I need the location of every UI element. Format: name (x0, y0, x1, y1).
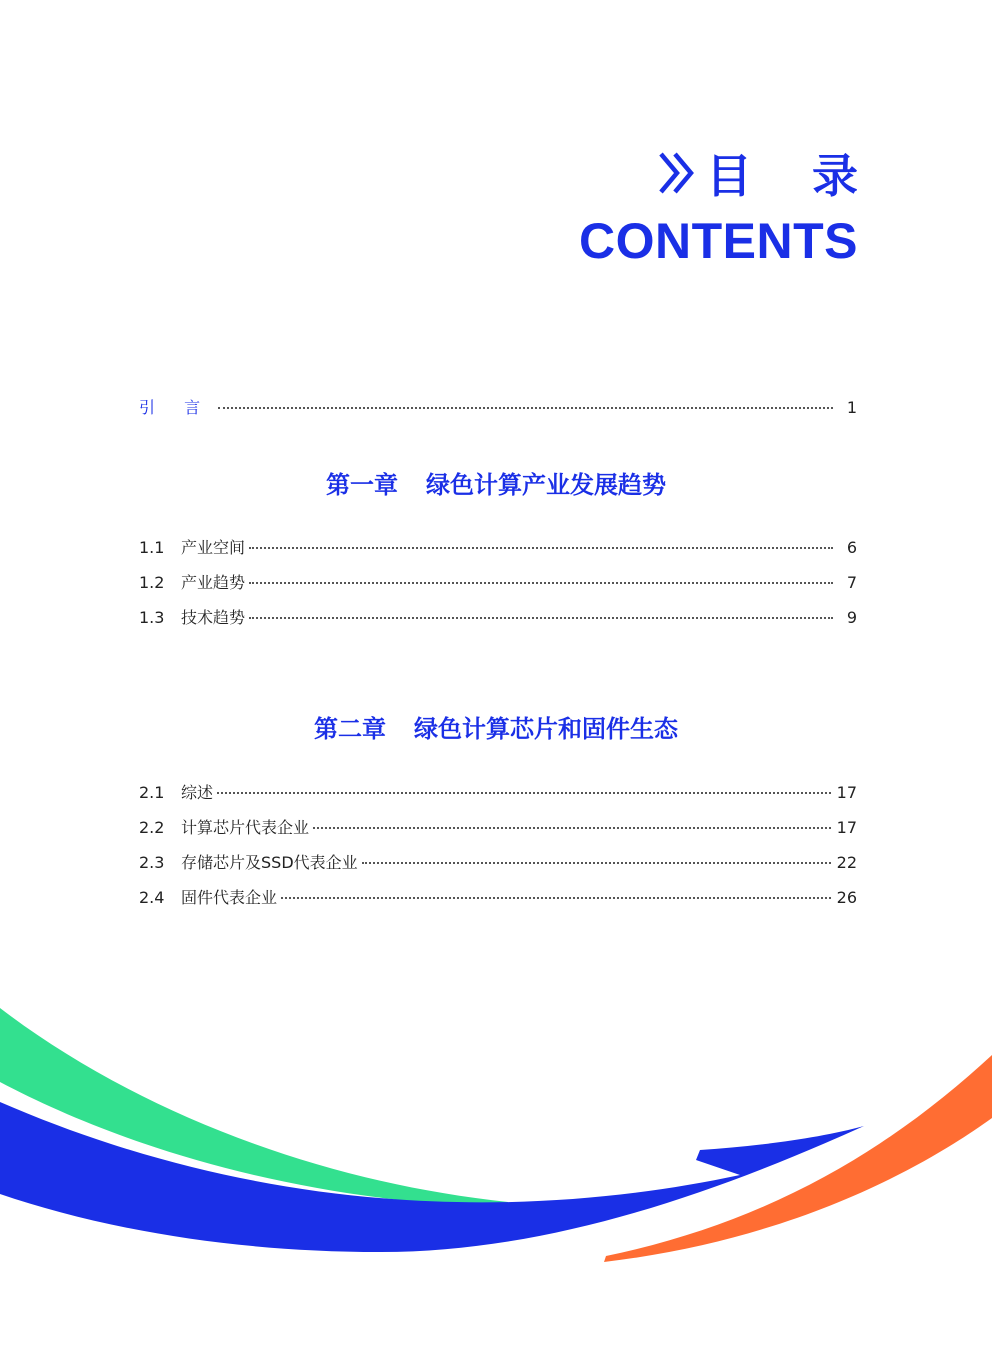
dot-leader (281, 897, 831, 899)
chapter-heading-1[interactable] (0, 465, 992, 500)
dot-leader (217, 792, 831, 794)
toc-entry-number: 1.3 (139, 608, 165, 627)
dot-leader (218, 407, 833, 409)
toc-entry-page: 17 (836, 818, 857, 837)
chapter-number: 第一章 (326, 471, 398, 499)
toc-entry-page: 7 (846, 573, 857, 592)
toc-entry-number: 1.2 (139, 573, 165, 592)
toc-entry-label: 产业趋势 (181, 573, 246, 592)
heading-cn-text: 目 录 (705, 149, 880, 203)
toc-entry[interactable] (139, 815, 857, 837)
toc-entry[interactable] (139, 780, 857, 802)
orange-swoosh (604, 1055, 992, 1262)
toc-entry-page: 22 (836, 853, 857, 872)
toc-entry-number: 2.2 (139, 818, 165, 837)
toc-entry-page: 1 (846, 398, 857, 417)
toc-entry[interactable] (139, 570, 857, 592)
dot-leader (249, 582, 833, 584)
toc-entry-intro[interactable] (139, 395, 857, 417)
decorative-swooshes (0, 990, 992, 1346)
toc-entry-page: 6 (846, 538, 857, 557)
toc-entry-number: 2.3 (139, 853, 165, 872)
toc-entry-number: 1.1 (139, 538, 165, 557)
contents-heading-cn (658, 140, 880, 206)
toc-entry[interactable] (139, 885, 857, 907)
toc-entry-number: 2.1 (139, 783, 165, 802)
toc-entry[interactable] (139, 535, 857, 557)
dot-leader (313, 827, 831, 829)
dot-leader (249, 617, 833, 619)
toc-entry-label: 引 言 (139, 398, 213, 417)
chapter-number: 第二章 (314, 715, 386, 743)
toc-entry-label: 技术趋势 (181, 608, 246, 627)
toc-entry-page: 17 (836, 783, 857, 802)
contents-heading-en: CONTENTS (579, 213, 858, 269)
toc-entry-label: 固件代表企业 (181, 888, 278, 907)
toc-entry-number: 2.4 (139, 888, 165, 907)
toc-entry-page: 9 (846, 608, 857, 627)
toc-entry[interactable] (139, 605, 857, 627)
toc-entry[interactable] (139, 850, 857, 872)
chapter-heading-2[interactable] (0, 709, 992, 744)
toc-entry-label: 综述 (181, 783, 214, 802)
dot-leader (362, 862, 831, 864)
toc-entry-label: 计算芯片代表企业 (181, 818, 310, 837)
double-chevron-icon (658, 151, 698, 195)
chapter-title: 绿色计算芯片和固件生态 (414, 715, 678, 743)
toc-entry-label: 存储芯片及SSD代表企业 (181, 853, 358, 872)
chapter-title: 绿色计算产业发展趋势 (426, 471, 666, 499)
toc-entry-page: 26 (836, 888, 857, 907)
dot-leader (249, 547, 833, 549)
toc-entry-label: 产业空间 (181, 538, 246, 557)
